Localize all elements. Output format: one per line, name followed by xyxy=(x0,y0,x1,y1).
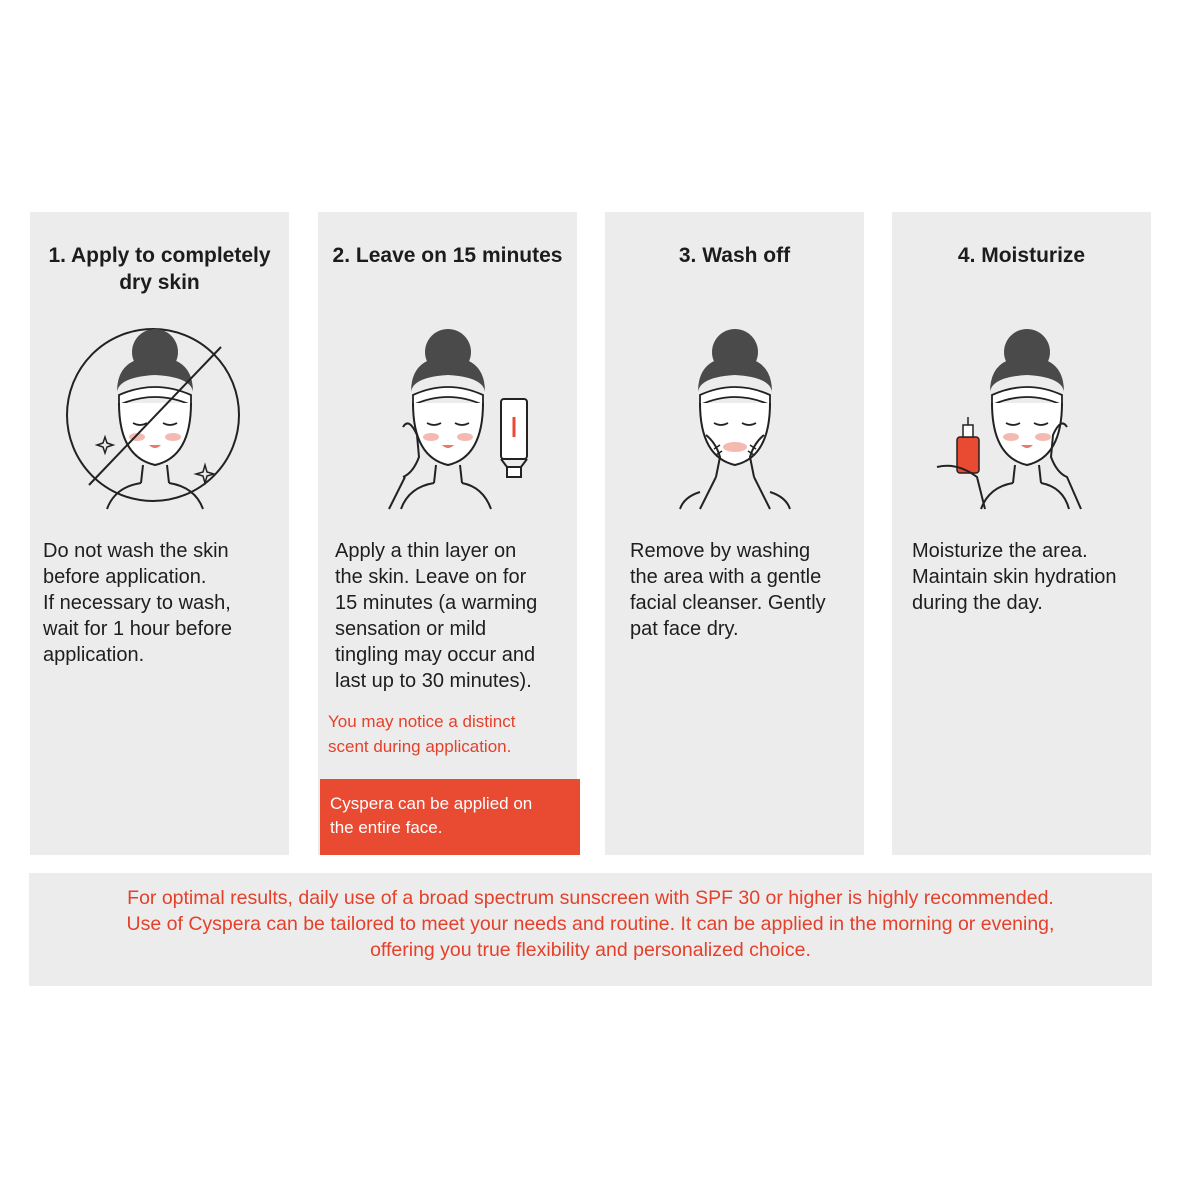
face-with-serum-bottle-icon xyxy=(917,317,1127,517)
face-with-cream-tube-icon xyxy=(343,317,553,517)
step-card-1 xyxy=(30,212,289,855)
step-description: Remove by washing the area with a gentle facial cleanser. Gently pat face dry. xyxy=(630,540,826,640)
step-title: 1. Apply to completely dry skin xyxy=(48,244,271,294)
step-description: Moisturize the area. Maintain skin hydration during the day. xyxy=(912,540,1117,614)
step-card-3 xyxy=(605,212,864,855)
step-title: 4. Moisturize xyxy=(957,244,1086,267)
step-description: Apply a thin layer on the skin. Leave on for 15 minutes (a warming sensation or mild tingling may occur and last up to 30 minutes). xyxy=(335,540,538,692)
footer-line: Use of Cyspera can be tailored to meet your needs and routine. It can be applied in the morning or evening, xyxy=(126,913,1055,935)
footer-line: For optimal results, daily use of a broad spectrum sunscreen with SPF 30 or higher is highly recommended. xyxy=(127,887,1054,909)
recommendation-footer xyxy=(29,873,1152,986)
step-card-2 xyxy=(318,212,577,855)
face-crossed-out-icon xyxy=(55,317,265,517)
step-description: Do not wash the skin before application. If necessary to wash, wait for 1 hour before application. xyxy=(43,540,232,666)
scent-note: You may notice a distinct scent during application. xyxy=(328,712,516,756)
step-title: 2. Leave on 15 minutes xyxy=(332,244,563,267)
step-card-4 xyxy=(892,212,1151,855)
highlight-callout: Cyspera can be applied on the entire face. xyxy=(320,779,580,855)
face-washing-icon xyxy=(630,317,840,517)
footer-line: offering you true flexibility and personalized choice. xyxy=(370,939,811,961)
step-title: 3. Wash off xyxy=(678,244,791,267)
